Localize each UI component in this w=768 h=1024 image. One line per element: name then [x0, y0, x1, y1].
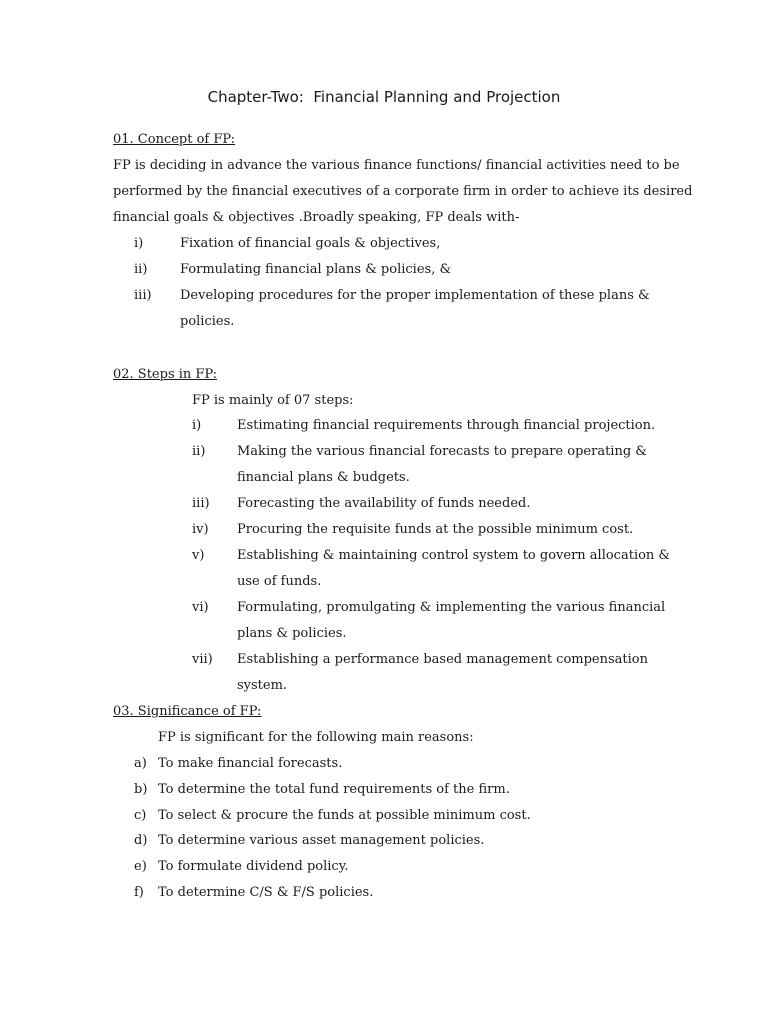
list-item: To formulate dividend policy.	[158, 859, 349, 874]
list-item: Formulating, promulgating & implementing the various financial	[237, 600, 666, 615]
list-marker: d)	[134, 833, 148, 848]
paragraph-line: performed by the financial executives of a corporate firm in order to achieve its desired	[113, 184, 693, 199]
list-marker: iii)	[134, 288, 152, 303]
list-marker: ii)	[192, 444, 206, 459]
list-item: To select & procure the funds at possible minimum cost.	[158, 808, 531, 823]
list-marker: iii)	[192, 496, 210, 511]
list-marker: iv)	[192, 522, 209, 537]
list-item: To determine the total fund requirements of the firm.	[158, 782, 510, 797]
list-item-continuation: plans & policies.	[237, 626, 347, 641]
list-item: Establishing a performance based management compensation	[237, 652, 649, 667]
list-item: To determine various asset management policies.	[158, 833, 485, 848]
list-item: Procuring the requisite funds at the possible minimum cost.	[237, 522, 634, 537]
list-marker: e)	[134, 859, 147, 874]
list-marker: c)	[134, 808, 147, 823]
list-item: Formulating financial plans & policies, &	[180, 262, 452, 277]
section-heading-concept: 01. Concept of FP:	[113, 132, 236, 147]
list-item-continuation: system.	[237, 678, 288, 693]
list-marker: ii)	[134, 262, 148, 277]
list-marker: vii)	[192, 652, 213, 667]
paragraph-line: FP is deciding in advance the various finance functions/ financial activities need to be	[113, 158, 680, 173]
list-item: Forecasting the availability of funds needed.	[237, 496, 531, 511]
paragraph-line: financial goals & objectives .Broadly speaking, FP deals with-	[113, 210, 520, 225]
list-item: Developing procedures for the proper implementation of these plans &	[180, 288, 650, 303]
list-marker: a)	[134, 756, 147, 771]
list-item-continuation: financial plans & budgets.	[237, 470, 410, 485]
list-item: Establishing & maintaining control system to govern allocation &	[237, 548, 670, 563]
list-marker: vi)	[192, 600, 209, 615]
list-item: Fixation of financial goals & objectives,	[180, 236, 441, 251]
list-marker: v)	[192, 548, 205, 563]
list-item: To make financial forecasts.	[158, 756, 343, 771]
list-marker: i)	[134, 236, 144, 251]
list-item-continuation: use of funds.	[237, 574, 322, 589]
list-item: To determine C/S & F/S policies.	[158, 885, 374, 900]
section-intro: FP is significant for the following main reasons:	[158, 730, 474, 745]
list-item: Estimating financial requirements through financial projection.	[237, 418, 656, 433]
page-title: Chapter-Two: Financial Planning and Projection	[207, 88, 561, 106]
section-heading-significance: 03. Significance of FP:	[113, 704, 262, 719]
list-marker: i)	[192, 418, 202, 433]
section-intro: FP is mainly of 07 steps:	[192, 393, 354, 408]
list-marker: f)	[134, 885, 144, 900]
list-marker: b)	[134, 782, 148, 797]
list-item: Making the various financial forecasts to prepare operating &	[237, 444, 647, 459]
section-heading-steps: 02. Steps in FP:	[113, 367, 218, 382]
list-item-continuation: policies.	[180, 314, 235, 329]
